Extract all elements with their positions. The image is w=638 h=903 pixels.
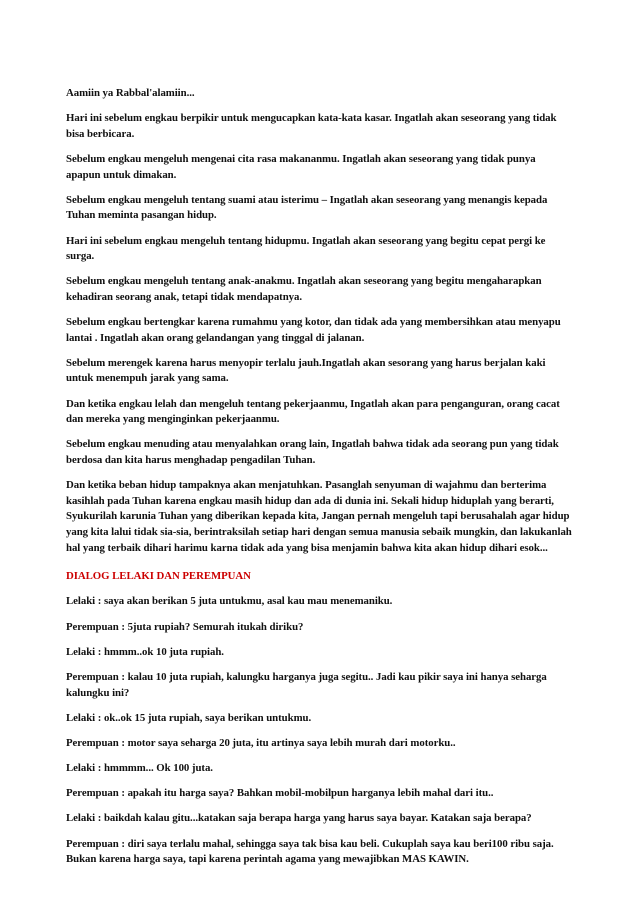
paragraph: Sebelum merengek karena harus menyopir terlalu jauh.Ingatlah akan sesorang yang harus berjalan kaki untuk menempuh jarak yang sama. — [66, 356, 546, 385]
paragraph: Hari ini sebelum engkau mengeluh tentang hidupmu. Ingatlah akan seseorang yang begitu cepat pergi ke surga. — [66, 234, 546, 263]
paragraph: Sebelum engkau mengeluh tentang suami atau isterimu – Ingatlah akan seseorang yang menangis kepada Tuhan meminta pasangan hidup. — [66, 193, 548, 222]
dialog-line: Lelaki : baikdah kalau gitu...katakan saja berapa harga yang harus saya bayar. Katakan saja berapa? — [66, 812, 532, 825]
dialog-line: Lelaki : ok..ok 15 juta rupiah, saya berikan untukmu. — [66, 711, 312, 724]
paragraph: Dan ketika engkau lelah dan mengeluh tentang pekerjaanmu, Ingatlah akan para penganguran, orang cacat dan mereka yang menginginkan pekerjaanmu. — [66, 397, 560, 426]
paragraph: Dan ketika beban hidup tampaknya akan menjatuhkan. Pasanglah senyuman di wajahmu dan berterima kasihlah pada Tuhan karena engkau masih hidup dan ada di dunia ini. Sekali hidup hiduplah yang berarti, Syukurilah karunia Tuhan yang diberikan kepada kita, Jangan pernah mengeluh tapi berusahalah agar hidup yang kita lalui tidak sia-sia, berintraksilah setiap hari dengan semua manusia sebaik mungkin, dan lakukanlah hal yang terbaik dihari harimu karna tidak ada yang bisa menjamin bahwa kita akan hidup dihari esok... — [66, 479, 572, 554]
dialog-line: Lelaki : hmmmm... Ok 100 juta. — [66, 762, 213, 775]
dialog-line: Perempuan : diri saya terlalu mahal, sehingga saya tak bisa kau beli. Cukuplah saya kau beri100 ribu saja. Bukan karena harga saya, tapi karena perintah agama yang mewajibkan MAS KAWIN. — [66, 837, 554, 866]
paragraph: Sebelum engkau menuding atau menyalahkan orang lain, Ingatlah bahwa tidak ada seorang pun yang tidak berdosa dan kita harus menghadap pengadilan Tuhan. — [66, 438, 559, 467]
dialog-line: Lelaki : saya akan berikan 5 juta untukmu, asal kau mau menemaniku. — [66, 595, 393, 608]
dialog-heading: DIALOG LELAKI DAN PEREMPUAN — [66, 570, 251, 583]
intro-line: Aamiin ya Rabbal'alamiin... — [66, 87, 195, 99]
dialog-line: Perempuan : 5juta rupiah? Semurah itukah diriku? — [66, 620, 304, 633]
dialog-line: Perempuan : kalau 10 juta rupiah, kalungku harganya juga segitu.. Jadi kau pikir saya ini hanya seharga kalungku ini? — [66, 670, 547, 699]
dialog-line: Perempuan : motor saya seharga 20 juta, itu artinya saya lebih murah dari motorku.. — [66, 736, 456, 749]
paragraph: Sebelum engkau mengeluh mengenai cita rasa makananmu. Ingatlah akan seseorang yang tidak punya apapun untuk dimakan. — [66, 152, 536, 181]
dialog-line: Lelaki : hmmm..ok 10 juta rupiah. — [66, 645, 224, 658]
dialog-line: Perempuan : apakah itu harga saya? Bahkan mobil-mobilpun harganya lebih mahal dari itu.. — [66, 787, 494, 800]
paragraph: Hari ini sebelum engkau berpikir untuk mengucapkan kata-kata kasar. Ingatlah akan seseorang yang tidak bisa berbicara. — [66, 112, 557, 140]
paragraph: Sebelum engkau bertengkar karena rumahmu yang kotor, dan tidak ada yang membersihkan atau menyapu lantai . Ingatlah akan orang gelandangan yang tinggal di jalanan. — [66, 316, 561, 344]
document-page — [66, 86, 572, 877]
paragraph: Sebelum engkau mengeluh tentang anak-anakmu. Ingatlah akan seseorang yang begitu mengaharapkan kehadiran seorang anak, tetapi tidak mendapatnya. — [66, 275, 542, 303]
